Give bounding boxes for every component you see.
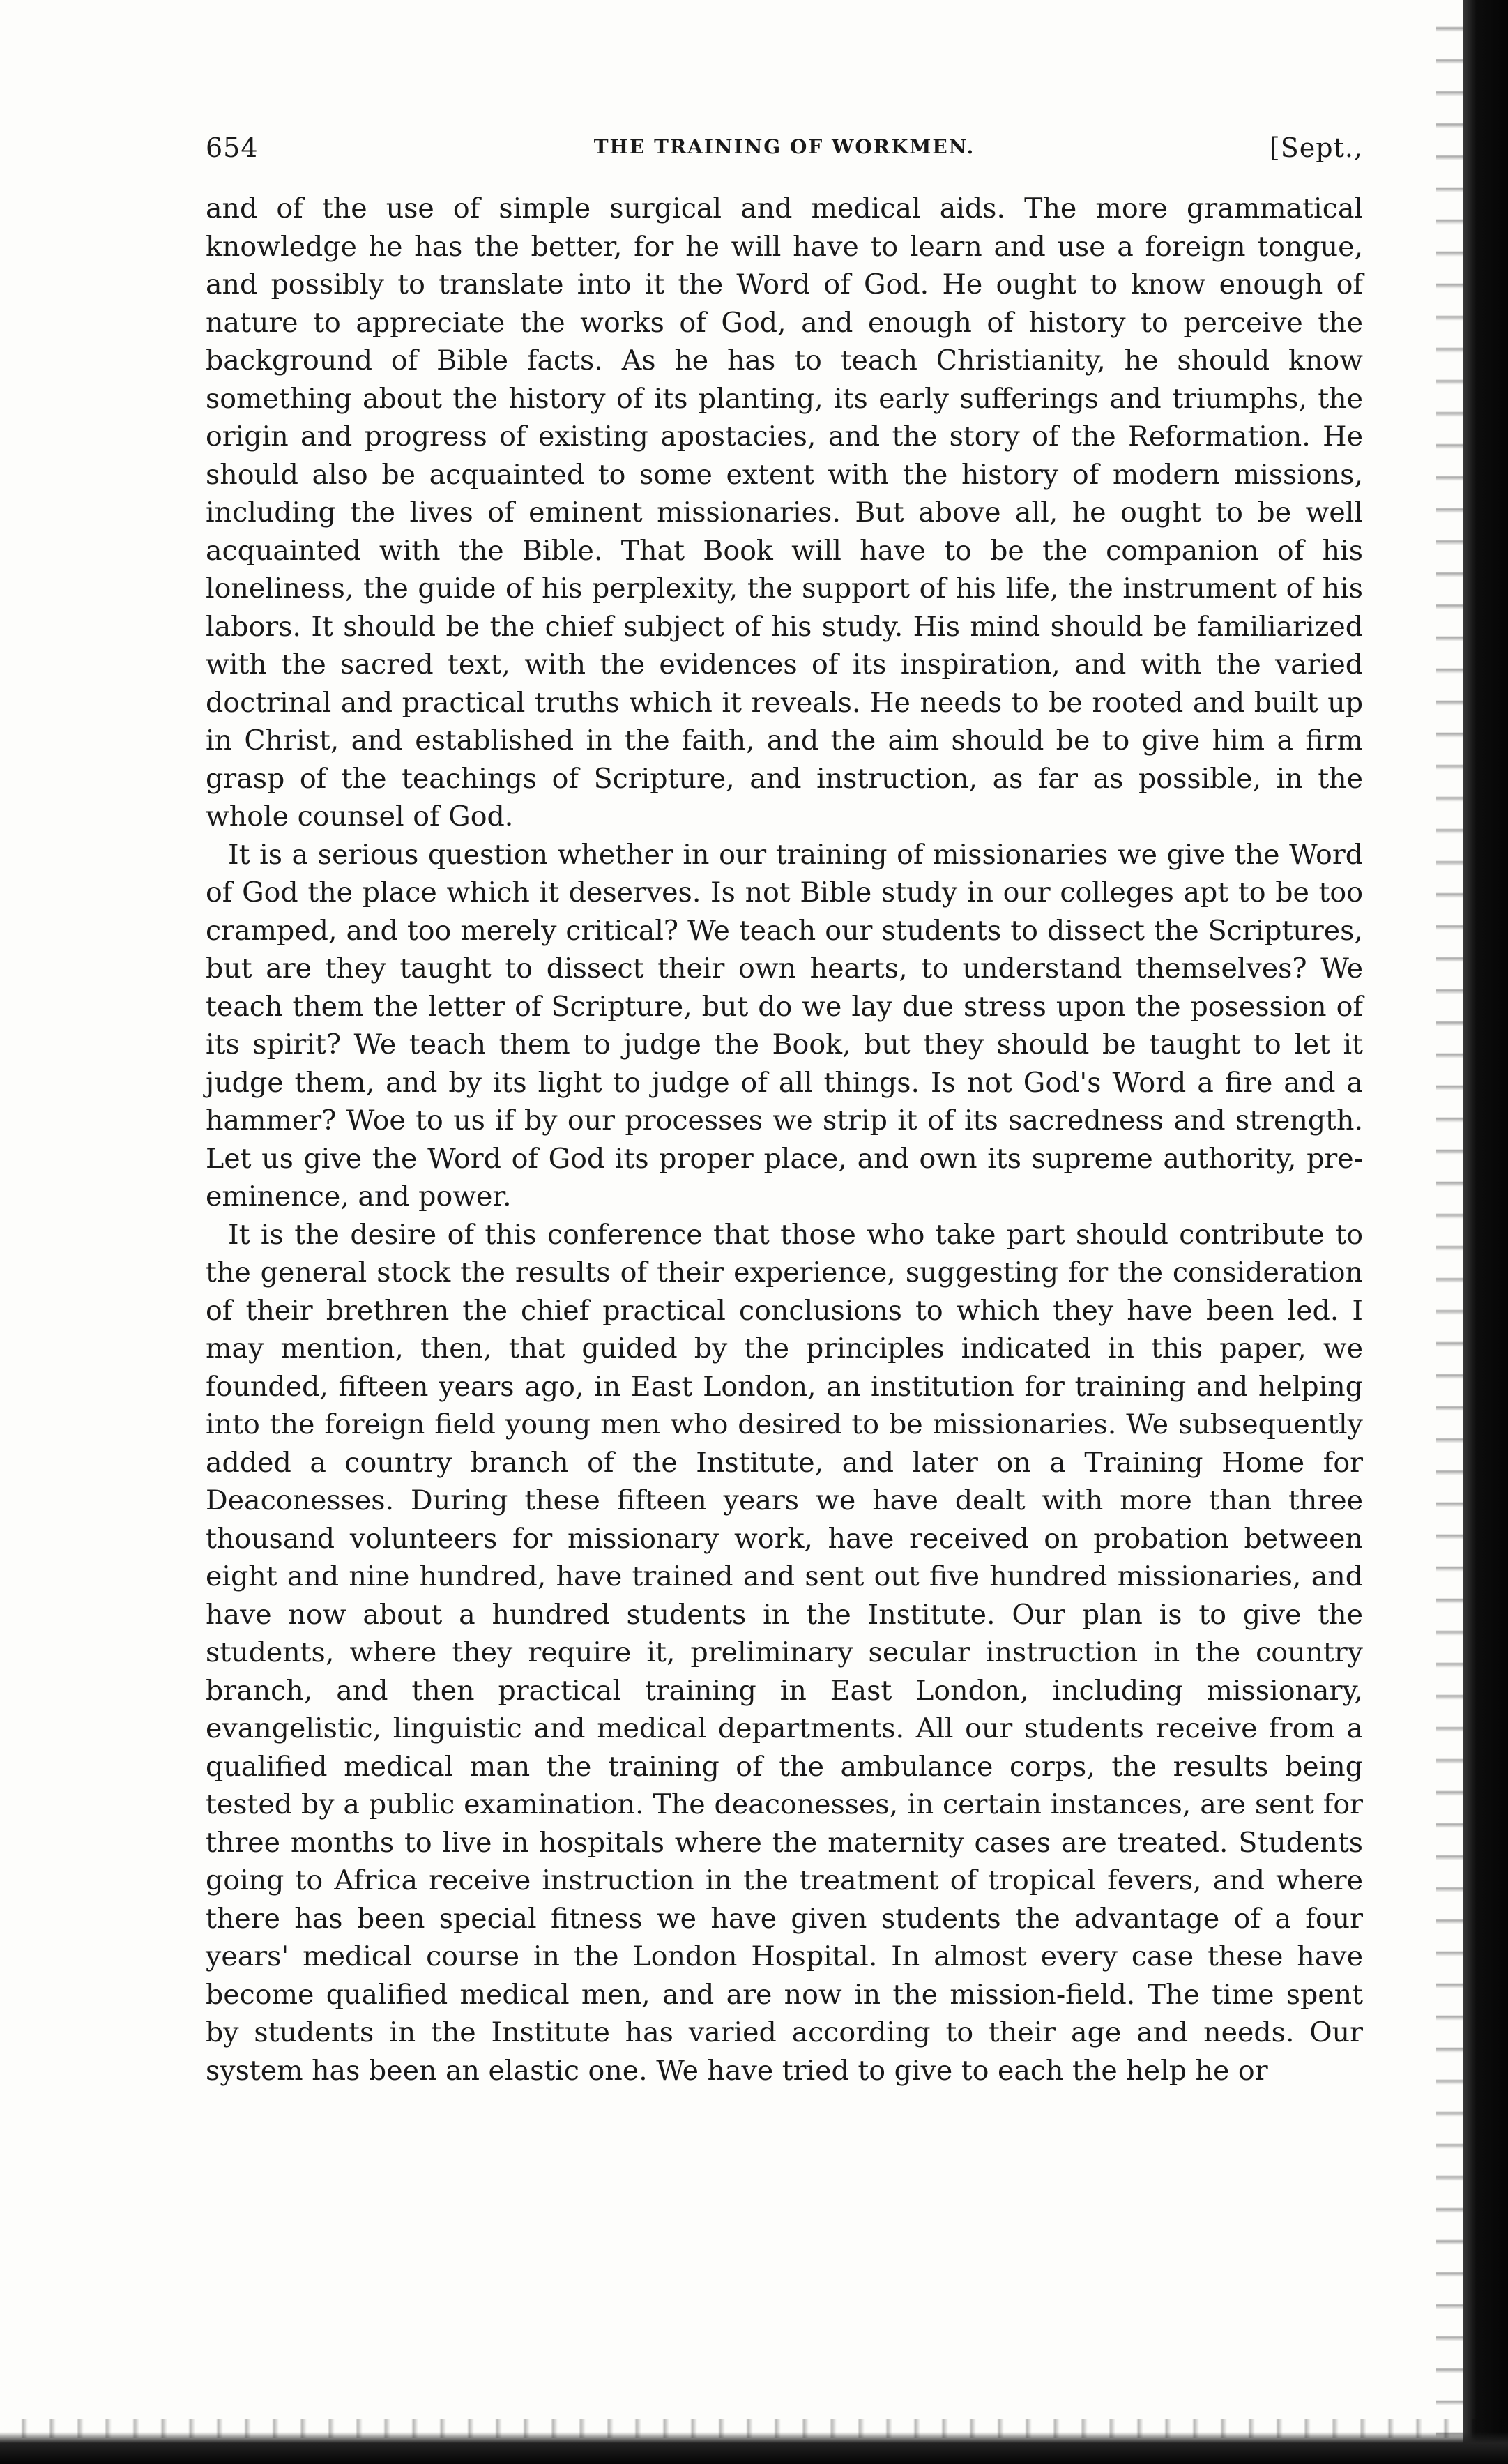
- scan-edge-right: [1463, 0, 1508, 2464]
- paragraph-conference: It is the desire of this conference that those who take part should contribute to the general stock the results of their experience, suggesting for the consideration of their brethren the chief practical conclusions to which they have been led. I may mention, then, that guided by the principles indicated in this paper, we founded, fifteen years ago, in East London, an institution for training and helping into the foreign field young men who desired to be missionaries. We subsequently added a country branch of the Institute, and later on a Training Home for Deaconesses. During these fifteen years we have dealt with more than three thousand volunteers for missionary work, have received on probation between eight and nine hundred, have trained and sent out five hundred missionaries, and have now about a hundred students in the Institute. Our plan is to give the students, where they require it, preliminary secular instruction in the country branch, and then practical training in East London, including missionary, evangelistic, linguistic and medical departments. All our students receive from a qualified medical man the training of the ambulance corps, the results being tested by a public examination. The deaconesses, in certain instances, are sent for three months to live in hospitals where the maternity cases are treated. Students going to Africa receive instruction in the treatment of tropical fevers, and where there has been special fitness we have given students the advantage of a four years' medical course in the London Hospital. In almost every case these have become qualified medical men, and are now in the mission-field. The time spent by students in the Institute has varied according to their age and needs. Our system has been an elastic one. We have tried to give to each the help he or: [206, 1218, 1363, 2087]
- scan-edge-bottom: [0, 2432, 1508, 2464]
- running-head: [206, 132, 1363, 167]
- scan-edge-right-fray: [1436, 0, 1464, 2464]
- page-number: 654: [206, 132, 259, 163]
- paragraph-bible-study: It is a serious question whether in our training of missionaries we give the Word of God the place which it deserves. Is not Bible study in our colleges apt to be too cramped, and too merely critical? We teach our students to dissect the Scriptures, but are they taught to dissect their own hearts, to understand themselves? We teach them the letter of Scripture, but do we lay due stress upon the posession of its spirit? We teach them to judge the Book, but they should be taught to let it judge them, and by its light to judge of all things. Is not God's Word a fire and a hammer? Woe to us if by our processes we strip it of its sacredness and strength. Let us give the Word of God its proper place, and own its supreme authority, pre-eminence, and power.: [206, 838, 1363, 1212]
- running-head-date: [Sept.,: [1269, 132, 1363, 163]
- body-text: [206, 190, 1363, 2351]
- paragraph-continuation: and of the use of simple surgical and medical aids. The more grammatical knowledge he has the better, for he will have to learn and use a foreign tongue, and possibly to translate into it the Word of God. He ought to know enough of nature to appreciate the works of God, and enough of history to perceive the background of Bible facts. As he has to teach Christianity, he should know something about the history of its planting, its early sufferings and triumphs, the origin and progress of existing apostacies, and the story of the Reformation. He should also be acquainted to some extent with the history of modern missions, including the lives of eminent missionaries. But above all, he ought to be well acquainted with the Bible. That Book will have to be the companion of his loneliness, the guide of his perplexity, the support of his life, the instrument of his labors. It should be the chief subject of his study. His mind should be familiarized with the sacred text, with the evidences of its inspiration, and with the varied doctrinal and practical truths which it reveals. He needs to be rooted and built up in Christ, and established in the faith, and the aim should be to give him a firm grasp of the teachings of Scripture, and instruction, as far as possible, in the whole counsel of God.: [206, 192, 1363, 832]
- running-head-title: THE TRAINING OF WORKMEN.: [593, 135, 975, 158]
